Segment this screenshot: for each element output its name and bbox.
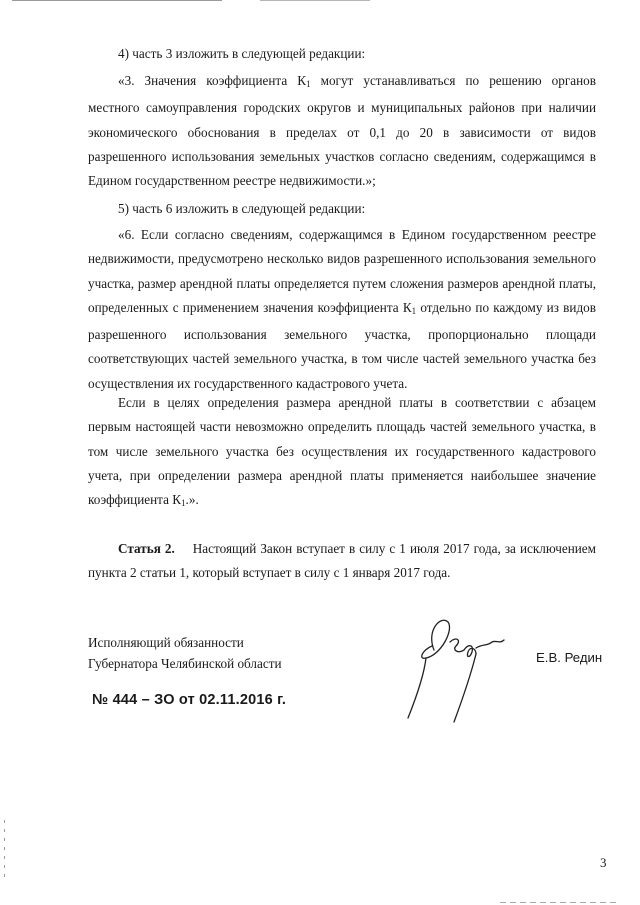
paragraph-text: могут устанавливаться по решению органов местного самоуправления городских округов и муниципальных районов при наличии экономического обоснования в пределах от 0,1 до 20 в зависимости от видов разрешенного использования земельных участков согласно сведениям, содержащимся в Едином государственном реестре недвижимости.»; [88,73,596,189]
coefficient-subscript: 1 [306,79,311,89]
coefficient-subscript: 1 [411,305,417,316]
signatory-title-line-2: Губернатора Челябинской области [88,656,282,671]
amendment-part-6-text [88,223,596,396]
paragraph-text: 5) часть 6 изложить в следующей редакции: [118,201,366,216]
scan-edge-line [12,0,222,1]
amendment-item-5 [88,197,596,221]
paragraph-text: «3. Значения коэффициента К [118,73,307,88]
page-number: 3 [600,855,607,870]
amendment-part-6-second-paragraph [88,391,596,515]
signatory-name: Е.В. Редин [536,650,603,665]
article-2-text: Настоящий Закон вступает в силу с 1 июля 2017 года, за исключением пункта 2 статьи 1, который вступает в силу с 1 января 2017 года. [88,541,597,581]
article-2 [88,537,596,586]
scan-edge-dots [4,820,5,880]
handwritten-signature [396,610,516,730]
paragraph-text: отдельно по каждому из видов разрешенного использования земельного участка, пропорционально площади соответствующих частей земельного участка, в том числе частей земельного участка без осуществления их государственного кадастрового учета. [88,299,596,391]
signatory-title [88,632,388,674]
paragraph-text: 4) часть 3 изложить в следующей редакции: [118,46,366,61]
coefficient-subscript: 1 [181,498,186,509]
signatory-title-line-1: Исполняющий обязанности [88,635,244,650]
scan-edge-dots [500,902,620,903]
law-number-and-date: № 444 – ЗО от 02.11.2016 г. [92,692,287,708]
amendment-part-3-text [88,69,596,193]
article-2-label: Статья 2. [118,541,175,556]
paragraph-text: Если в целях определения размера арендной платы в соответствии с абзацем первым настоящей части невозможно определить площадь частей земельного участка, в том числе земельного участка без осуществления их государственного кадастрового учета, при определении размера арендной платы применяется наибольшее значение коэффициента К [88,395,596,508]
paragraph-text: «6. Если согласно сведениям, содержащимся в Едином государственном реестре недвижимости, предусмотрено несколько видов разрешенного использования земельного участка, размер арендной платы определяется путем сложения размеров арендной платы, определенных с применением значения коэффициента К [88,227,596,315]
paragraph-text: .». [185,492,199,508]
amendment-item-4 [88,42,596,66]
scan-edge-line [260,0,370,1]
